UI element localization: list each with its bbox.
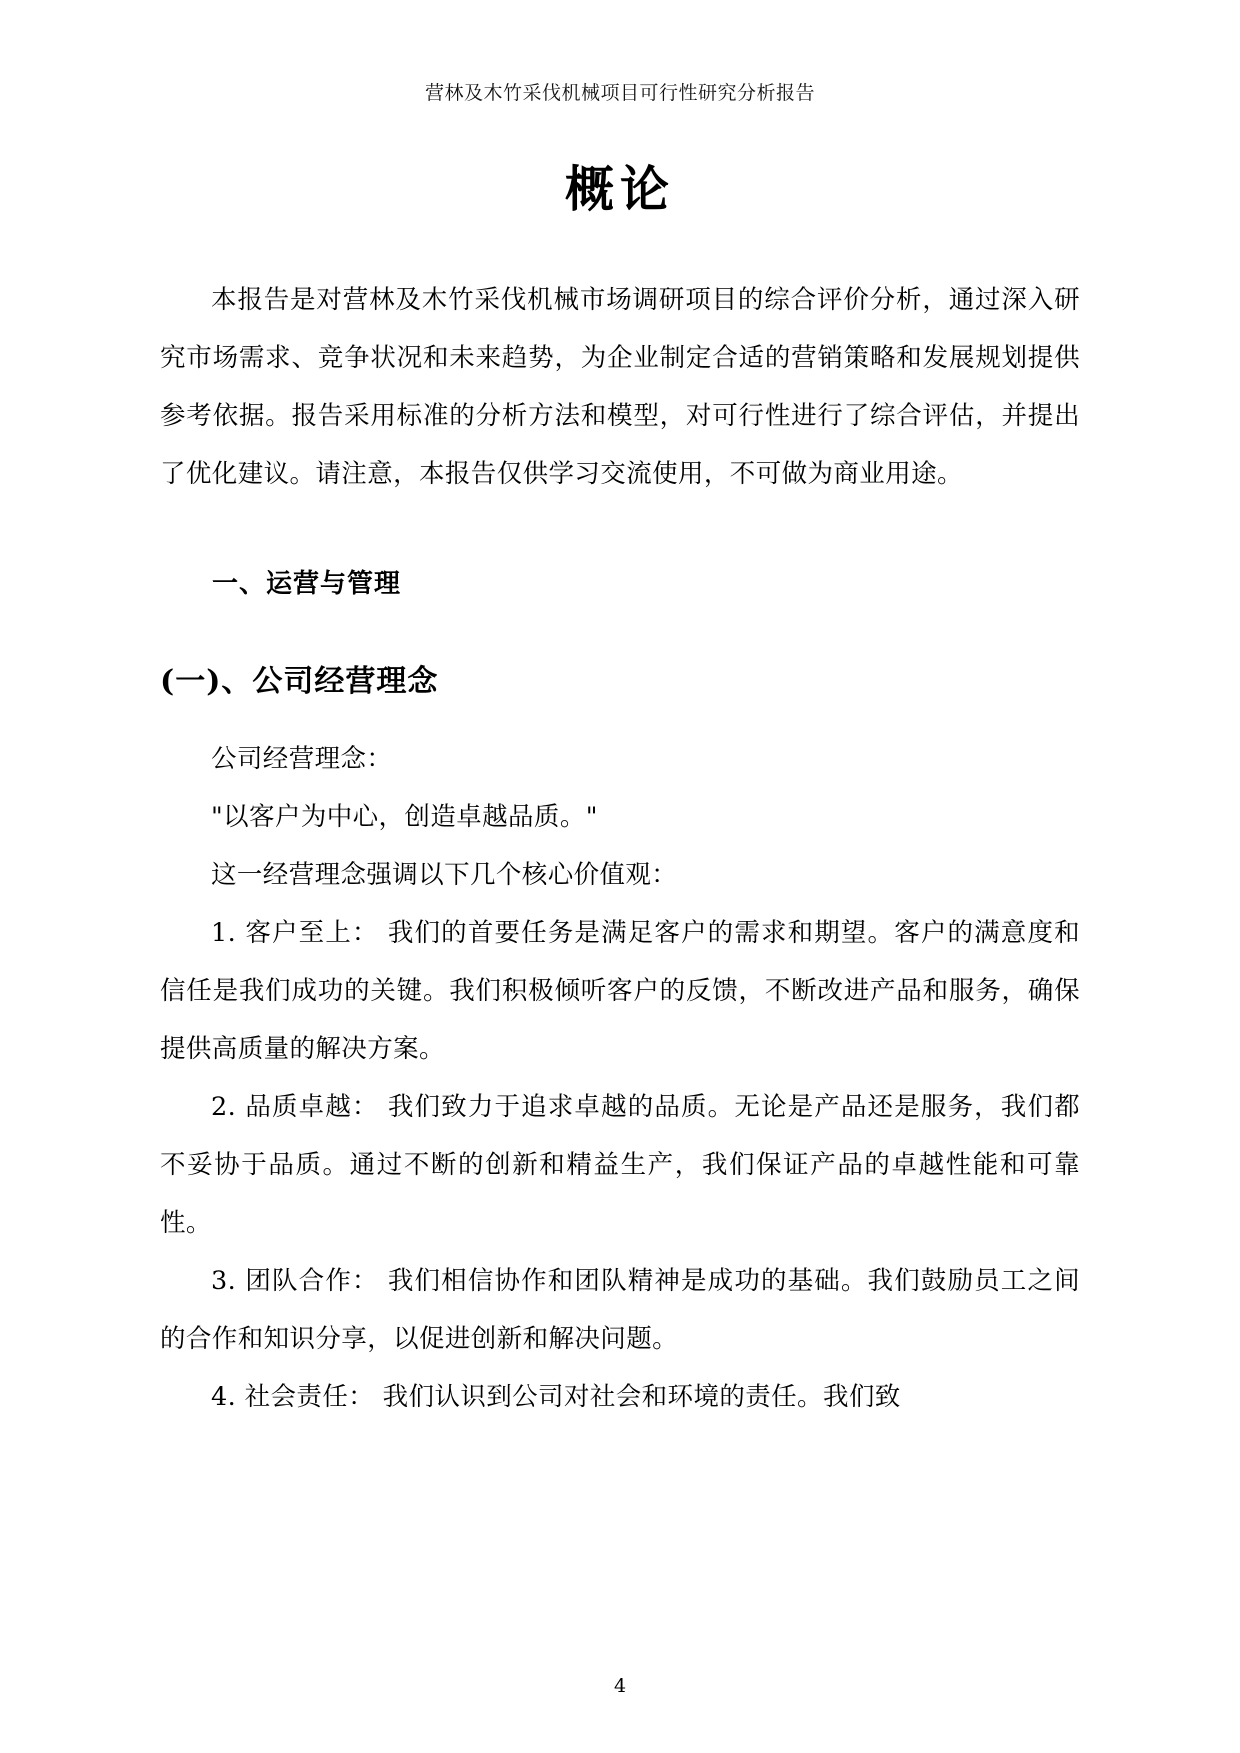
section-heading-2: (一)、公司经营理念 xyxy=(160,664,439,699)
paragraph: 4. 社会责任： 我们认识到公司对社会和环境的责任。我们致 xyxy=(211,1382,901,1412)
paragraph: 公司经营理念： xyxy=(211,744,393,774)
page-header: 营林及木竹采伐机械项目可行性研究分析报告 xyxy=(424,82,815,104)
paragraph: "以客户为中心，创造卓越品质。" xyxy=(211,802,598,832)
paragraph: 3. 团队合作： 我们相信协作和团队精神是成功的基础。我们鼓励员工之间的合作和知识分享，以促进创新和解决问题。 xyxy=(160,1266,1080,1354)
section-body xyxy=(160,730,1080,1426)
page-number: 4 xyxy=(613,1675,627,1697)
section-heading-1: 一、运营与管理 xyxy=(212,569,402,599)
intro-paragraph: 本报告是对营林及木竹采伐机械市场调研项目的综合评价分析，通过深入研究市场需求、竞争状况和未来趋势，为企业制定合适的营销策略和发展规划提供参考依据。报告采用标准的分析方法和模型，对可行性进行了综合评估，并提出了优化建议。请注意，本报告仅供学习交流使用，不可做为商业用途。 xyxy=(160,285,1080,489)
paragraph: 2. 品质卓越： 我们致力于追求卓越的品质。无论是产品还是服务，我们都不妥协于品质。通过不断的创新和精益生产，我们保证产品的卓越性能和可靠性。 xyxy=(160,1092,1080,1238)
paragraph: 这一经营理念强调以下几个核心价值观： xyxy=(211,860,678,890)
paragraph: 1. 客户至上： 我们的首要任务是满足客户的需求和期望。客户的满意度和信任是我们成功的关键。我们积极倾听客户的反馈，不断改进产品和服务，确保提供高质量的解决方案。 xyxy=(160,918,1080,1064)
page-title: 概论 xyxy=(564,160,675,218)
